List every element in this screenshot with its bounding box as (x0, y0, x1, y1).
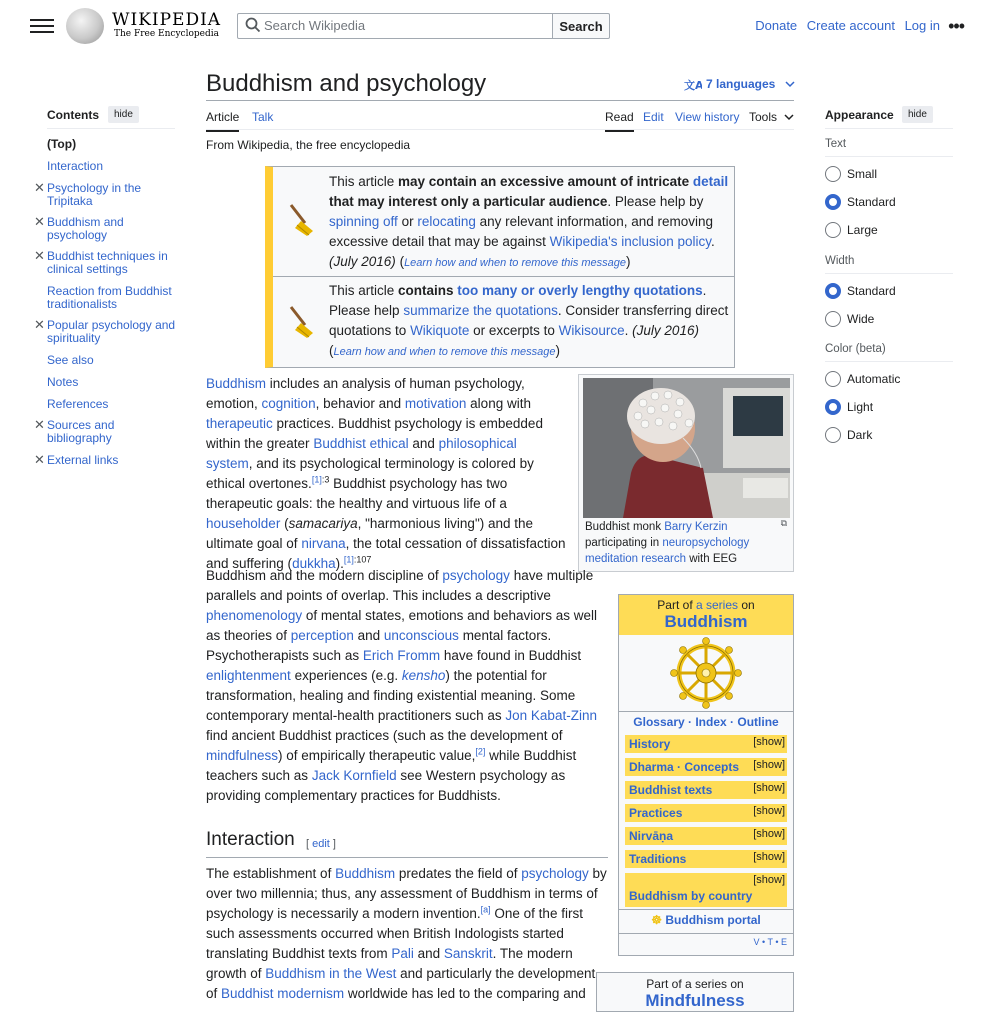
tab-talk[interactable]: Talk (252, 110, 274, 124)
page-title: Buddhism and psychology (206, 70, 487, 97)
toc-item-interaction[interactable]: Interaction (47, 159, 104, 173)
sidebar-item-label: Traditions (629, 852, 687, 866)
appearance-divider (825, 128, 953, 129)
psychology-link[interactable]: psychology (521, 866, 589, 881)
mindfulness-series-line: Part of a series on (646, 977, 744, 991)
show-toggle[interactable]: [show] (753, 805, 785, 817)
tab-view-history[interactable]: View history (675, 110, 740, 124)
expand-icon[interactable]: ✕ (34, 452, 45, 467)
radio-color-dark[interactable] (825, 427, 841, 443)
sanskrit-link[interactable]: Sanskrit (443, 946, 493, 961)
buddhism-link[interactable]: Buddhism (206, 376, 267, 391)
appearance-hide-button[interactable]: hide (902, 106, 933, 123)
philosophical-system-link[interactable]: philosophical system (206, 436, 517, 471)
section-divider (206, 857, 608, 858)
notice-text: This article contains too many or overly lengthy quotations. Please help summarize the quotations. Consider transferring direct quotations to Wikiquote or excerpts to Wikisource. (July 2016) (Learn how and when to remove this message) (329, 283, 729, 358)
appearance-title: Appearance (825, 108, 894, 122)
wikiquote-link[interactable]: Wikiquote (410, 323, 470, 338)
radio-color-light[interactable] (825, 399, 841, 415)
mindfulness-link[interactable]: mindfulness (206, 748, 279, 763)
radio-text-large[interactable] (825, 222, 841, 238)
index-link[interactable]: Index (695, 715, 727, 729)
toc-item-see-also[interactable]: See also (47, 353, 94, 367)
phenomenology-link[interactable]: phenomenology (206, 608, 303, 623)
sidebar-item-label: Dharma · Concepts (629, 760, 740, 774)
mindfulness-sidebar (596, 972, 794, 1012)
eeg-photo[interactable] (583, 378, 790, 518)
radio-label-wide: Wide (847, 312, 875, 326)
toc-divider (47, 128, 175, 129)
color-label: Color (beta) (825, 343, 886, 355)
language-count: 7 languages (706, 77, 776, 91)
therapeutic-link[interactable]: therapeutic (206, 416, 273, 431)
tools-menu[interactable] (749, 110, 794, 130)
radio-text-standard[interactable] (825, 194, 841, 210)
portal-wheel-icon: ☸ (651, 913, 663, 927)
donate-link[interactable]: Donate (755, 18, 798, 33)
toc-item-buddhist-techniques[interactable]: Buddhist techniques in clinical settings (47, 249, 168, 276)
citation-link[interactable]: [2] (475, 746, 486, 757)
site-tagline: From Wikipedia, the free encyclopedia (206, 138, 411, 152)
sidebar-item-by-country[interactable] (625, 873, 787, 907)
chevron-down-icon (784, 113, 794, 121)
tab-edit[interactable]: Edit (643, 110, 664, 124)
quotations-link[interactable]: too many or overly lengthy quotations (457, 283, 703, 298)
sidebar-item-dharma[interactable] (625, 758, 787, 776)
buddhist-ethical-link[interactable]: Buddhist ethical (313, 436, 409, 451)
expand-icon[interactable]: ✕ (34, 180, 45, 195)
expand-icon[interactable]: ✕ (34, 214, 45, 229)
toc-item-psychology-in-the-tripitaka[interactable]: Psychology in the Tripitaka (47, 181, 142, 208)
note-link[interactable]: [a] (480, 904, 491, 915)
pali-link[interactable]: Pali (391, 946, 414, 961)
buddhism-in-the-west-link[interactable]: Buddhism in the West (265, 966, 397, 981)
title-divider (206, 100, 794, 101)
show-toggle[interactable]: [show] (753, 874, 785, 886)
search-input[interactable] (264, 14, 544, 36)
show-toggle[interactable]: [show] (753, 759, 785, 771)
more-options-icon[interactable]: ••• (948, 16, 964, 36)
buddhism-sidebar (618, 594, 794, 956)
tabs-divider (206, 129, 794, 130)
notice-text: This article may contain an excessive amount of intricate detail that may interest only a particular audience. Please help by spinning off or relocating any relevant information, and removing excessive detail that may be against Wikipedia's inclusion policy. (July 2016) (Learn how and when to remove this message) (329, 174, 729, 269)
barry-kerzin-link[interactable]: Barry Kerzin (664, 521, 728, 533)
glossary-link[interactable]: Glossary (633, 715, 685, 729)
intro-paragraph: Buddhism includes an analysis of human psychology, emotion, cognition, behavior and motivation along with therapeutic practices. Buddhist psychology is embedded within the greater Buddhist ethical and philosophical system, and its psychological terminology is colored by ethical overtones.$^{[1]:3}$ Buddhist psychology has two therapeutic goals: the healthy and virtuous life of a householder (samacariya, "harmonious living") and the ultimate goal of nirvana, the total cessation of dissatisfaction and suffering (dukkha).$^{[1]:107}$ (206, 376, 566, 571)
toc-item-external-links[interactable]: External links (47, 453, 119, 467)
enlightenment-link[interactable]: enlightenment (206, 668, 291, 683)
expand-icon[interactable]: ✕ (34, 417, 45, 432)
chevron-down-icon (785, 80, 795, 88)
householder-link[interactable]: householder (206, 516, 281, 531)
relocating-link[interactable]: relocating (417, 214, 476, 229)
sidebar-series-line: Part of a series on (657, 598, 755, 612)
mindfulness-title-link[interactable]: Mindfulness (645, 991, 745, 1010)
create-account-link[interactable]: Create account (806, 18, 895, 33)
search-icon (245, 17, 261, 33)
show-toggle[interactable]: [show] (753, 736, 785, 748)
motivation-link[interactable]: motivation (404, 396, 467, 411)
nirvana-link[interactable]: nirvana (301, 536, 346, 551)
radio-width-wide[interactable] (825, 311, 841, 327)
appearance-divider (825, 156, 953, 157)
expand-icon[interactable]: ✕ (34, 317, 45, 332)
sidebar-item-traditions[interactable] (625, 850, 787, 868)
jon-kabat-zinn-link[interactable]: Jon Kabat-Zinn (505, 708, 597, 723)
citation-link[interactable]: [1] (343, 554, 354, 565)
psychology-link[interactable]: psychology (442, 568, 510, 583)
figure-caption: Buddhist monk Barry Kerzin participating in neuropsychology meditation research with EEG (585, 521, 750, 565)
logo-tagline: The Free Encyclopedia (114, 29, 219, 39)
radio-color-automatic[interactable] (825, 371, 841, 387)
radio-label-standard: Standard (847, 195, 896, 209)
tab-read[interactable]: Read (605, 110, 634, 132)
radio-text-small[interactable] (825, 166, 841, 182)
toc-title: Contents (47, 108, 99, 122)
radio-width-standard[interactable] (825, 283, 841, 299)
vte-links[interactable]: V • T • E (753, 937, 787, 947)
radio-label-dark: Dark (847, 428, 873, 442)
show-toggle[interactable]: [show] (753, 782, 785, 794)
logo-wordmark[interactable]: WIKIPEDIA (112, 10, 222, 30)
parallels-paragraph: Buddhism and the modern discipline of psychology have multiple parallels and points of overlap. This includes a descriptive phenomenology of mental states, emotions and behaviors as well as theories of perception and unconscious mental factors. Psychotherapists such as Erich Fromm have found in Buddhist enlightenment experiences (e.g. kensho) the potential for transformation, healing and finding existential meaning. Some contemporary mental-health practitioners such as Jon Kabat-Zinn find ancient Buddhist practices (such as the development of mindfulness) of empirically therapeutic value,[2] while Buddhist teachers such as Jack Kornfield see Western psychology as providing complementary practices for Buddhists. (206, 568, 597, 803)
appearance-divider (825, 361, 953, 362)
detail-link[interactable]: detail (692, 174, 729, 189)
text-size-label: Text (825, 138, 847, 150)
sidebar-divider (619, 711, 793, 712)
interaction-paragraph: The establishment of Buddhism predates the field of psychology by over two millennia; thus, any assessment of Buddhism in terms of psychology is necessarily a modern invention.[a] One of the first such assessments occurred when British Indologists started translating Buddhist texts from Pali and Sanskrit. The modern growth of Buddhism in the West and particularly the development of Buddhist modernism worldwide has led to the comparing and (206, 866, 607, 1001)
broom-icon (287, 203, 317, 237)
sidebar-item-label: Buddhism by country (629, 889, 753, 903)
learn-more-link[interactable]: Learn how and when to remove this message (404, 257, 627, 269)
sidebar-item-label: Practices (629, 806, 683, 820)
eeg-figure (578, 374, 794, 572)
translate-icon (684, 78, 702, 92)
radio-label-small: Small (847, 167, 878, 181)
expand-icon[interactable]: ✕ (34, 248, 45, 263)
wikipedia-globe-logo[interactable] (66, 8, 104, 44)
series-link[interactable]: a series (695, 598, 739, 612)
section-heading-interaction: Interaction (206, 829, 295, 850)
summarize-link[interactable]: summarize the quotations (403, 303, 558, 318)
toc-item-popular-psychology[interactable]: Popular psychology and spirituality (47, 318, 176, 345)
learn-more-link[interactable]: Learn how and when to remove this message (333, 346, 556, 358)
sidebar-divider (619, 933, 793, 934)
citation-link[interactable]: [1] (311, 474, 322, 485)
sidebar-item-label: Nirvāṇa (629, 829, 674, 843)
portal-link[interactable] (619, 913, 793, 927)
toc-item-sources[interactable]: Sources and bibliography (47, 418, 115, 445)
main-menu-button[interactable] (30, 16, 54, 36)
radio-label-light: Light (847, 400, 874, 414)
sidebar-divider (619, 909, 793, 910)
wikisource-link[interactable]: Wikisource (558, 323, 625, 338)
portal-label: Buddhism portal (665, 913, 761, 927)
toc-item-top[interactable]: (Top) (47, 137, 77, 151)
toc-item-reaction[interactable]: Reaction from Buddhist traditionalists (47, 284, 172, 311)
radio-label-large: Large (847, 223, 878, 237)
section-edit: [ edit ] (306, 838, 336, 850)
cognition-link[interactable]: cognition (261, 396, 316, 411)
toc-item-buddhism-and-psychology[interactable]: Buddhism and psychology (47, 215, 124, 242)
sidebar-header (619, 595, 793, 635)
perception-link[interactable]: perception (290, 628, 354, 643)
maintenance-notice (265, 166, 735, 368)
tab-article[interactable]: Article (206, 110, 239, 132)
outline-link[interactable]: Outline (737, 715, 779, 729)
appearance-divider (825, 273, 953, 274)
language-button[interactable] (684, 77, 795, 92)
search-button[interactable]: Search (552, 13, 610, 39)
inclusion-policy-link[interactable]: Wikipedia's inclusion policy (549, 234, 712, 249)
tools-label: Tools (749, 110, 778, 124)
unconscious-link[interactable]: unconscious (383, 628, 459, 643)
sidebar-title-link[interactable]: Buddhism (664, 612, 748, 631)
sidebar-nav: Glossary · Index · Outline (633, 715, 779, 729)
broom-icon (287, 305, 317, 339)
dukkha-link[interactable]: dukkha (292, 556, 336, 571)
section-edit-link[interactable]: edit (312, 838, 330, 850)
show-toggle[interactable]: [show] (753, 851, 785, 863)
sidebar-item-practices[interactable] (625, 804, 787, 822)
buddhist-modernism-link[interactable]: Buddhist modernism (221, 986, 345, 1001)
toc-item-notes[interactable]: Notes (47, 375, 79, 389)
kensho-link[interactable]: kensho (401, 668, 446, 683)
log-in-link[interactable]: Log in (904, 18, 940, 33)
jack-kornfield-link[interactable]: Jack Kornfield (311, 768, 397, 783)
erich-fromm-link[interactable]: Erich Fromm (362, 648, 441, 663)
buddhism-link[interactable]: Buddhism (335, 866, 396, 881)
sidebar-item-history[interactable] (625, 735, 787, 753)
radio-label-automatic: Automatic (847, 372, 901, 386)
svg-text:文A: 文A (684, 78, 702, 92)
sidebar-item-texts[interactable] (625, 781, 787, 799)
sidebar-item-label: Buddhist texts (629, 783, 713, 797)
toc-hide-button[interactable]: hide (108, 106, 139, 123)
enlarge-icon[interactable]: ⧉ (780, 518, 787, 528)
personal-tools (749, 18, 940, 33)
dharma-wheel-icon[interactable] (670, 637, 742, 709)
excessive-detail-notice (273, 167, 734, 277)
width-label: Width (825, 255, 855, 267)
sidebar-item-label: History (629, 737, 671, 751)
spinning-off-link[interactable]: spinning off (329, 214, 398, 229)
radio-label-width-standard: Standard (847, 284, 896, 298)
sidebar-item-nirvana[interactable] (625, 827, 787, 845)
neuropsychology-link[interactable]: neuropsychology meditation research (585, 537, 750, 565)
show-toggle[interactable]: [show] (753, 828, 785, 840)
toc-item-references[interactable]: References (47, 397, 109, 411)
quotations-notice (273, 277, 734, 369)
